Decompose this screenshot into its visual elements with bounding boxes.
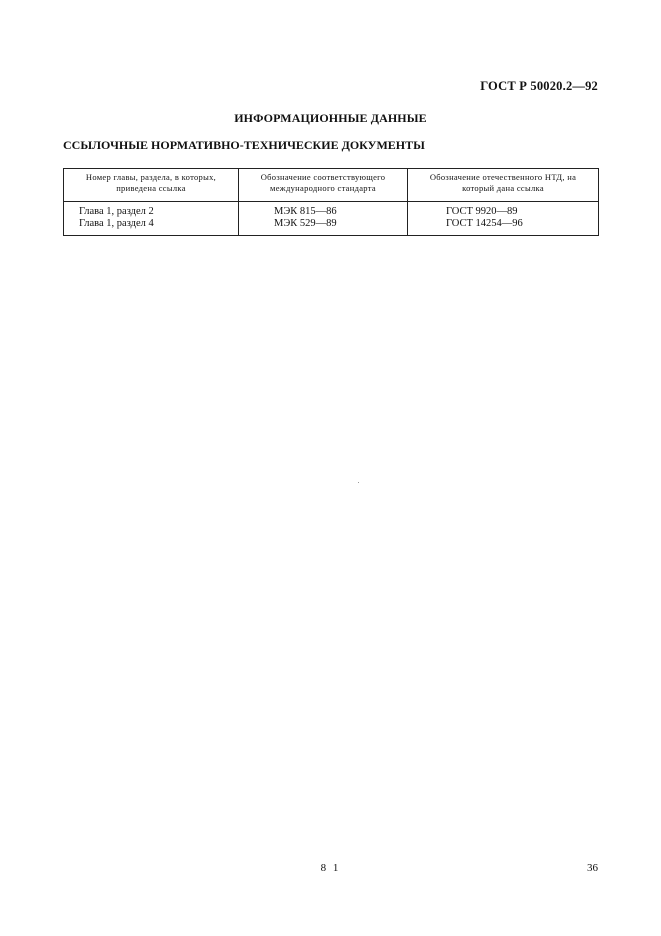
chapter-cell — [64, 202, 239, 236]
national-document-cell — [408, 202, 599, 236]
column-header-international-standard: Обозначение соответствующего международного стандарта — [239, 169, 408, 202]
international-standard-value: МЭК 529—89 — [274, 217, 337, 229]
chapter-value: Глава 1, раздел 4 — [79, 217, 154, 229]
document-code: ГОСТ Р 50020.2—92 — [480, 79, 598, 93]
section-heading: ССЫЛОЧНЫЕ НОРМАТИВНО-ТЕХНИЧЕСКИЕ ДОКУМЕНТЫ — [63, 138, 425, 152]
national-document-value: ГОСТ 9920—89 — [446, 206, 518, 217]
national-document-value: ГОСТ 14254—96 — [446, 217, 523, 229]
column-header-national-document: Обозначение отечественного НТД, на который дана ссылка — [408, 169, 599, 202]
footer-mark: 8 1 — [320, 862, 341, 874]
info-heading: ИНФОРМАЦИОННЫЕ ДАННЫЕ — [234, 111, 427, 125]
international-standard-cell — [239, 202, 408, 236]
references-table — [63, 168, 599, 236]
scan-speck — [358, 482, 359, 483]
column-header-chapter: Номер главы, раздела, в которых, приведена ссылка — [64, 169, 239, 202]
table-row — [64, 202, 599, 236]
international-standard-value: МЭК 815—86 — [274, 206, 337, 217]
page-number: 36 — [587, 862, 598, 874]
chapter-value: Глава 1, раздел 2 — [79, 206, 154, 217]
table-header-row — [64, 169, 599, 202]
